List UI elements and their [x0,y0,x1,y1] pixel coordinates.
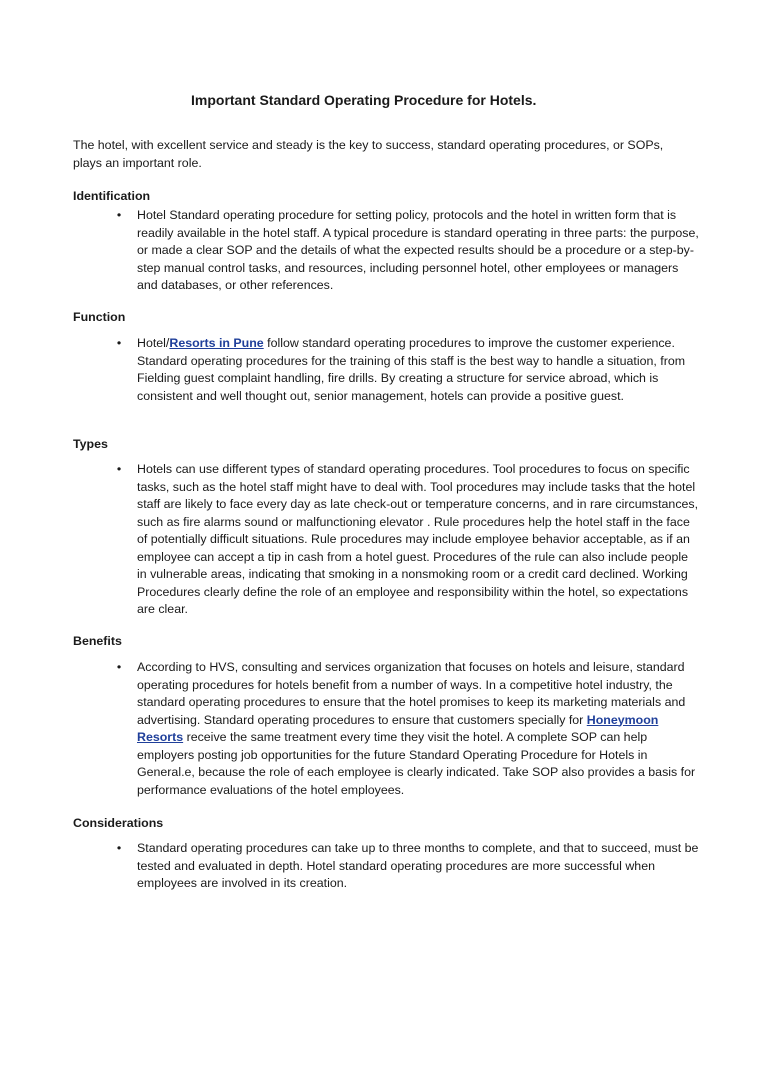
bullet-icon: • [116,208,122,222]
bullet-text-benefits [137,659,699,799]
bullet-item-function [114,335,699,405]
function-text-before: Hotel/ [137,336,170,350]
bullet-icon: • [116,462,122,476]
bullet-icon: • [116,841,122,855]
bullet-icon: • [116,336,122,350]
bullet-text-identification: Hotel Standard operating procedure for setting policy, protocols and the hotel in written form that is readily available in the hotel staff. A typical procedure is standard operating in three parts: the purpose, or made a clear SOP and the details of what the expected results should be a procedure or a step-by-step manual control tasks, and resources, including personnel hotel, other employees or managers and databases, or other references. [137,208,699,292]
function-text-after: follow standard operating procedures to improve the customer experience. Standard operating procedures for the training of this staff is the best way to handle a situation, from Fielding guest complaint handling, fire drills. By creating a structure for service abroad, which is consistent and well thought out, senior management, hotels can provide a positive guest. [137,336,686,403]
bullet-text-considerations: Standard operating procedures can take up to three months to complete, and that to succeed, must be tested and evaluated in depth. Hotel standard operating procedures are more successful when employees are involved in its creation. [137,841,699,890]
benefits-text-after: receive the same treatment every time they visit the hotel. A complete SOP can help employers posting job opportunities for the future Standard Operating Procedure for Hotels in General.e, because the role of each employee is clearly indicated. Take SOP also provides a basis for performance evaluations of the hotel employees. [137,730,696,797]
bullet-text-function [137,335,699,405]
section-heading-considerations: Considerations [73,816,164,830]
bullet-item-identification [114,207,699,295]
section-heading-types: Types [73,437,108,451]
section-heading-benefits: Benefits [73,634,122,648]
bullet-item-types [114,461,699,619]
benefits-text-before: According to HVS, consulting and services organization that focuses on hotels and leisure, standard operating procedures for hotels benefit from a number of ways. In a competitive hotel industry, the standard operating procedures to ensure that the hotel promises to keep its marketing materials and advertising. Standard operating procedures to ensure that customers specially for [137,660,686,727]
bullet-item-benefits [114,659,699,799]
resorts-in-pune-link[interactable]: Resorts in Pune [169,336,264,350]
honeymoon-resorts-link[interactable]: Honeymoon Resorts [137,712,659,744]
intro-paragraph: The hotel, with excellent service and steady is the key to success, standard operating procedures, or SOPs, plays an important role. [73,138,664,170]
page-title: Important Standard Operating Procedure for Hotels. [191,92,537,108]
section-heading-identification: Identification [73,189,151,203]
bullet-icon: • [116,660,122,674]
bullet-item-considerations [114,840,699,893]
bullet-text-types: Hotels can use different types of standard operating procedures. Tool procedures to focus on specific tasks, such as the hotel staff might have to deal with. Tool procedures may include tasks that the hotel staff are likely to face every day as late check-out or temperature concerns, and in rare circumstances, such as fire alarms sound or malfunctioning elevator . Rule procedures help the hotel staff in the face of potentially difficult situations. Rule procedures may include employee behavior acceptable, as if an employee can accept a tip in cash from a hotel guest. Procedures of the rule can also include people in vulnerable areas, indicating that smoking in a nonsmoking room or a credit card declined. Working Procedures clearly define the role of an employee and responsibility within the hotel, so expectations are clear. [137,462,699,616]
section-heading-function: Function [73,310,126,324]
